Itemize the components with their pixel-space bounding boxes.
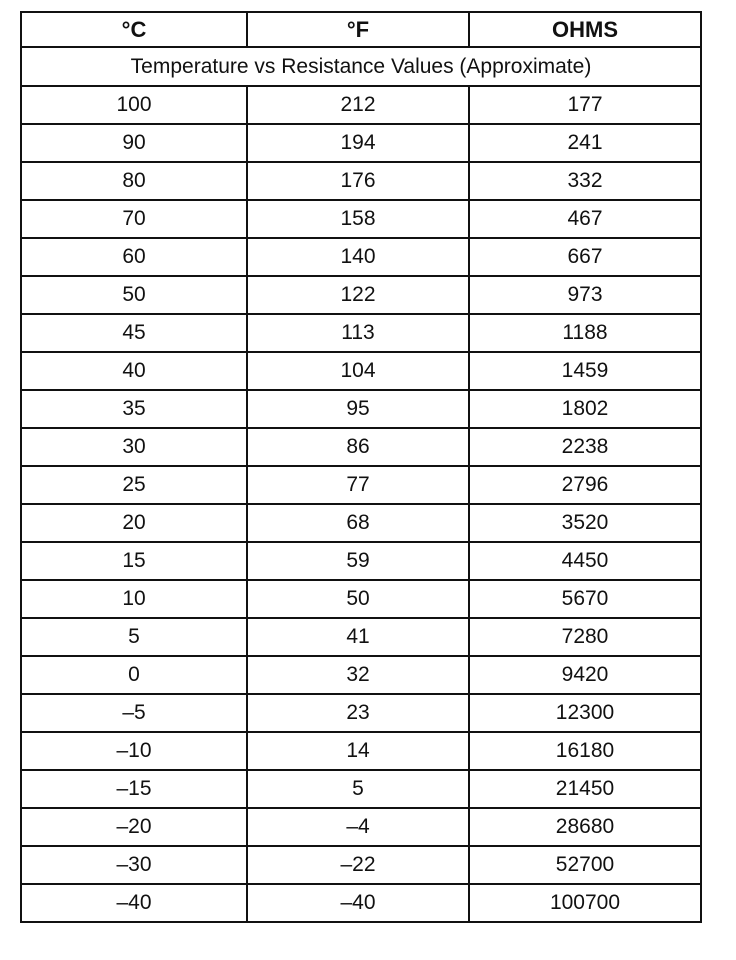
cell-celsius: 90 — [21, 124, 247, 162]
cell-fahrenheit: 95 — [247, 390, 469, 428]
cell-ohms: 1802 — [469, 390, 701, 428]
cell-fahrenheit: 68 — [247, 504, 469, 542]
cell-fahrenheit: 86 — [247, 428, 469, 466]
cell-celsius: –20 — [21, 808, 247, 846]
cell-celsius: –15 — [21, 770, 247, 808]
cell-fahrenheit: 104 — [247, 352, 469, 390]
cell-celsius: 50 — [21, 276, 247, 314]
table-row — [21, 732, 701, 770]
cell-ohms: 973 — [469, 276, 701, 314]
table-row — [21, 846, 701, 884]
cell-celsius: –30 — [21, 846, 247, 884]
cell-fahrenheit: 14 — [247, 732, 469, 770]
cell-ohms: 467 — [469, 200, 701, 238]
table-caption: Temperature vs Resistance Values (Approximate) — [21, 47, 701, 86]
table-row — [21, 504, 701, 542]
cell-fahrenheit: 32 — [247, 656, 469, 694]
cell-celsius: –10 — [21, 732, 247, 770]
cell-ohms: 4450 — [469, 542, 701, 580]
cell-celsius: 60 — [21, 238, 247, 276]
table-row — [21, 390, 701, 428]
cell-celsius: 70 — [21, 200, 247, 238]
cell-fahrenheit: 194 — [247, 124, 469, 162]
table-row — [21, 770, 701, 808]
cell-ohms: 12300 — [469, 694, 701, 732]
cell-celsius: 10 — [21, 580, 247, 618]
cell-ohms: 28680 — [469, 808, 701, 846]
cell-ohms: 1459 — [469, 352, 701, 390]
caption-row — [21, 47, 701, 86]
cell-fahrenheit: 59 — [247, 542, 469, 580]
cell-ohms: 21450 — [469, 770, 701, 808]
table-body — [21, 47, 701, 922]
cell-fahrenheit: 176 — [247, 162, 469, 200]
temperature-resistance-table-container — [20, 11, 700, 923]
cell-celsius: 5 — [21, 618, 247, 656]
table-row — [21, 276, 701, 314]
cell-fahrenheit: 50 — [247, 580, 469, 618]
table-row — [21, 352, 701, 390]
table-row — [21, 86, 701, 124]
cell-celsius: 45 — [21, 314, 247, 352]
cell-ohms: 9420 — [469, 656, 701, 694]
cell-fahrenheit: 5 — [247, 770, 469, 808]
cell-celsius: 20 — [21, 504, 247, 542]
table-row — [21, 238, 701, 276]
table-row — [21, 542, 701, 580]
table-row — [21, 314, 701, 352]
cell-ohms: 241 — [469, 124, 701, 162]
cell-ohms: 177 — [469, 86, 701, 124]
table-row — [21, 808, 701, 846]
table-row — [21, 580, 701, 618]
cell-celsius: 35 — [21, 390, 247, 428]
cell-fahrenheit: 212 — [247, 86, 469, 124]
cell-fahrenheit: 122 — [247, 276, 469, 314]
cell-celsius: 80 — [21, 162, 247, 200]
cell-ohms: 3520 — [469, 504, 701, 542]
cell-fahrenheit: –40 — [247, 884, 469, 922]
cell-fahrenheit: 77 — [247, 466, 469, 504]
table-row — [21, 200, 701, 238]
cell-ohms: 7280 — [469, 618, 701, 656]
cell-fahrenheit: –4 — [247, 808, 469, 846]
cell-ohms: 16180 — [469, 732, 701, 770]
cell-fahrenheit: –22 — [247, 846, 469, 884]
table-row — [21, 884, 701, 922]
cell-ohms: 667 — [469, 238, 701, 276]
cell-ohms: 2238 — [469, 428, 701, 466]
cell-fahrenheit: 113 — [247, 314, 469, 352]
cell-fahrenheit: 41 — [247, 618, 469, 656]
temperature-resistance-table — [20, 11, 702, 923]
cell-fahrenheit: 140 — [247, 238, 469, 276]
cell-ohms: 332 — [469, 162, 701, 200]
table-row — [21, 466, 701, 504]
table-row — [21, 656, 701, 694]
cell-celsius: 0 — [21, 656, 247, 694]
table-row — [21, 618, 701, 656]
header-fahrenheit: °F — [247, 12, 469, 47]
header-celsius: °C — [21, 12, 247, 47]
table-row — [21, 694, 701, 732]
cell-ohms: 1188 — [469, 314, 701, 352]
header-row — [21, 12, 701, 47]
cell-celsius: 30 — [21, 428, 247, 466]
cell-ohms: 5670 — [469, 580, 701, 618]
cell-ohms: 2796 — [469, 466, 701, 504]
table-row — [21, 428, 701, 466]
cell-fahrenheit: 158 — [247, 200, 469, 238]
table-header — [21, 12, 701, 47]
cell-ohms: 52700 — [469, 846, 701, 884]
cell-celsius: 25 — [21, 466, 247, 504]
cell-ohms: 100700 — [469, 884, 701, 922]
cell-fahrenheit: 23 — [247, 694, 469, 732]
cell-celsius: –5 — [21, 694, 247, 732]
cell-celsius: –40 — [21, 884, 247, 922]
cell-celsius: 100 — [21, 86, 247, 124]
table-row — [21, 162, 701, 200]
cell-celsius: 15 — [21, 542, 247, 580]
table-row — [21, 124, 701, 162]
cell-celsius: 40 — [21, 352, 247, 390]
header-ohms: OHMS — [469, 12, 701, 47]
